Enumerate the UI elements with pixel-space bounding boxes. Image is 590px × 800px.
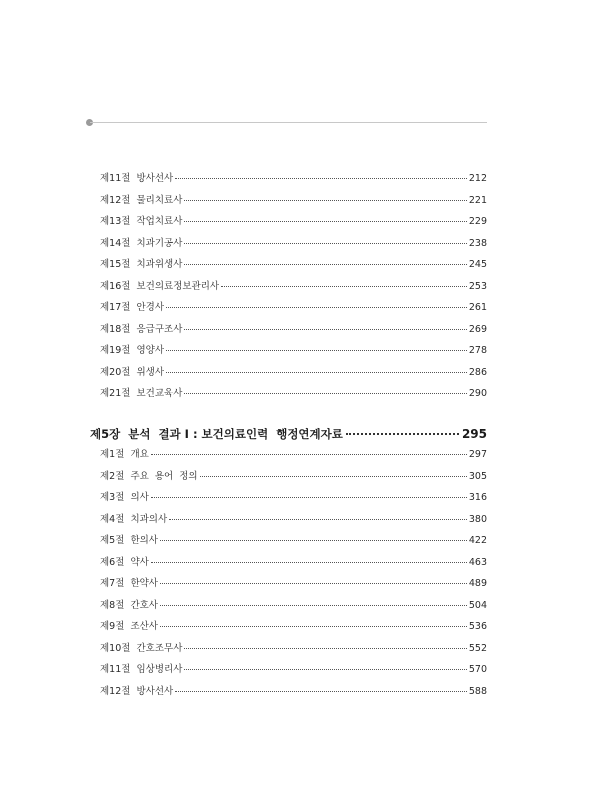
toc-entry[interactable] <box>100 575 487 597</box>
toc-entry[interactable] <box>100 364 487 386</box>
toc-entry-label: 제20절 위생사 <box>100 366 165 378</box>
toc-entry[interactable] <box>100 213 487 235</box>
toc-entry-page: 588 <box>468 685 487 697</box>
chapter-page: 295 <box>461 427 487 441</box>
toc-entry[interactable] <box>100 661 487 683</box>
toc-entry[interactable] <box>100 299 487 321</box>
dot-leader <box>151 561 467 563</box>
toc-entry-label: 제10절 간호조무사 <box>100 642 183 654</box>
dot-leader <box>166 371 467 373</box>
dot-leader <box>184 668 466 670</box>
toc-entry-label: 제9절 조산사 <box>100 621 158 632</box>
toc-entry[interactable] <box>100 640 487 662</box>
toc-entry-label: 제11절 방사선사 <box>100 173 174 184</box>
toc-entry[interactable] <box>100 192 487 214</box>
toc-entry[interactable] <box>100 342 487 364</box>
toc-entry-page: 212 <box>468 173 487 184</box>
dot-leader <box>184 199 466 201</box>
toc-entry-page: 278 <box>468 345 487 356</box>
toc-entry[interactable] <box>100 597 487 619</box>
toc-entry-label: 제3절 의사 <box>100 492 149 503</box>
toc-entry-label: 제16절 보건의료정보관리사 <box>100 280 220 292</box>
dot-leader <box>184 242 466 244</box>
toc-entry-label: 제12절 방사선사 <box>100 685 174 697</box>
toc-entry-page: 422 <box>468 535 487 546</box>
toc-entry-page: 286 <box>468 366 487 378</box>
toc-entry[interactable] <box>100 468 487 490</box>
toc-entry[interactable] <box>100 511 487 533</box>
toc-entry[interactable] <box>100 618 487 640</box>
toc-entry-page: 253 <box>468 280 487 292</box>
toc-entry[interactable] <box>100 385 487 407</box>
toc-entry-page: 245 <box>468 259 487 270</box>
toc-entry-label: 제19절 영양사 <box>100 345 165 356</box>
toc-entry-label: 제21절 보건교육사 <box>100 388 183 399</box>
dot-leader <box>160 604 467 606</box>
toc-entry-page: 489 <box>468 578 487 589</box>
toc-entry[interactable] <box>100 489 487 511</box>
dot-leader <box>175 690 467 692</box>
toc-entry-label: 제7절 한약사 <box>100 578 158 589</box>
toc-entry-page: 380 <box>468 513 487 525</box>
toc-entry-label: 제1절 개요 <box>100 449 149 460</box>
toc-entry[interactable] <box>100 554 487 576</box>
dot-leader <box>346 433 459 435</box>
toc-entry-page: 536 <box>468 621 487 632</box>
dot-leader <box>184 392 466 394</box>
toc-entry-label: 제6절 약사 <box>100 556 149 568</box>
dot-leader <box>175 177 467 179</box>
toc-entry[interactable] <box>100 532 487 554</box>
toc-entry-page: 504 <box>468 599 487 611</box>
toc-entry-label: 제13절 작업치료사 <box>100 216 183 227</box>
dot-leader <box>160 625 467 627</box>
toc-entry-label: 제17절 안경사 <box>100 302 165 313</box>
toc-entry-label: 제15절 치과위생사 <box>100 259 183 270</box>
dot-leader <box>151 453 467 455</box>
toc-entry-label: 제4절 치과의사 <box>100 513 168 525</box>
toc-entry-label: 제14절 치과기공사 <box>100 237 183 249</box>
dot-leader <box>184 220 466 222</box>
header-rule <box>90 122 487 123</box>
toc-entry-page: 221 <box>468 194 487 206</box>
dot-leader <box>151 496 467 498</box>
dot-leader <box>184 263 466 265</box>
toc-entry-page: 463 <box>468 556 487 568</box>
toc-entry[interactable] <box>100 446 487 468</box>
toc-entry[interactable] <box>100 683 487 705</box>
toc-chapter-5[interactable] <box>90 426 487 442</box>
toc-entry-page: 290 <box>468 388 487 399</box>
dot-leader <box>160 539 467 541</box>
chapter-label: 제5장 분석 결과 Ⅰ : 보건의료인력 행정연계자료 <box>90 427 343 441</box>
toc-entry[interactable] <box>100 256 487 278</box>
toc-entry-label: 제2절 주요 용어 정의 <box>100 470 198 482</box>
toc-entry-label: 제5절 한의사 <box>100 535 158 546</box>
toc-section-list-top <box>100 170 487 407</box>
toc-entry-page: 261 <box>468 302 487 313</box>
toc-entry-page: 316 <box>468 492 487 503</box>
toc-entry-label: 제11절 임상병리사 <box>100 664 183 675</box>
dot-leader <box>221 285 467 287</box>
toc-entry[interactable] <box>100 321 487 343</box>
toc-entry-page: 305 <box>468 470 487 482</box>
toc-entry-label: 제8절 간호사 <box>100 599 158 611</box>
dot-leader <box>184 328 466 330</box>
dot-leader <box>166 349 467 351</box>
toc-entry[interactable] <box>100 278 487 300</box>
dot-leader <box>200 475 467 477</box>
toc-entry[interactable] <box>100 235 487 257</box>
toc-entry-page: 229 <box>468 216 487 227</box>
toc-entry[interactable] <box>100 170 487 192</box>
dot-leader <box>166 306 467 308</box>
toc-entry-page: 570 <box>468 664 487 675</box>
dot-leader <box>184 647 466 649</box>
toc-entry-page: 552 <box>468 642 487 654</box>
toc-entry-page: 238 <box>468 237 487 249</box>
toc-entry-page: 297 <box>468 449 487 460</box>
toc-entry-page: 269 <box>468 323 487 335</box>
toc-entry-label: 제12절 물리치료사 <box>100 194 183 206</box>
dot-leader <box>160 582 467 584</box>
toc-section-list-bottom <box>100 446 487 704</box>
toc-entry-label: 제18절 응급구조사 <box>100 323 183 335</box>
dot-leader <box>169 518 467 520</box>
